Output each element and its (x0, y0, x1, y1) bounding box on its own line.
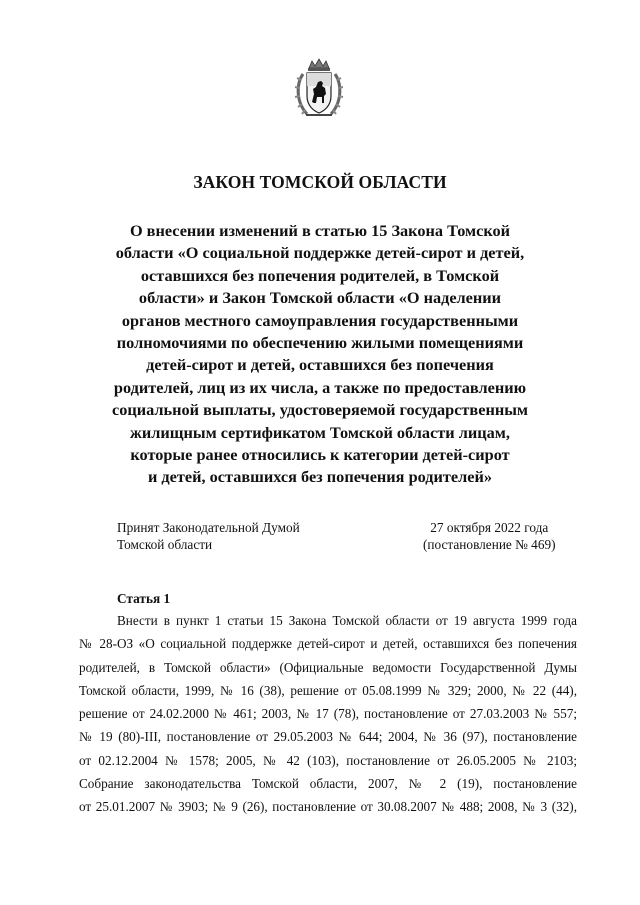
resolution-number: (постановление № 469) (423, 537, 556, 552)
adoption-date (423, 519, 556, 553)
subtitle-line: О внесении изменений в статью 15 Закона Томской (129, 221, 511, 240)
body-line: решение от 24.02.2000 № 461; 2003, № 17 (78), постановление от 27.03.2003 № 557; (79, 706, 577, 722)
article-heading: Статья 1 (117, 591, 171, 606)
subtitle-line: полномочиями по обеспечению жилыми помещениями (116, 333, 524, 353)
body-line: № 19 (80)-III, постановление от 29.05.2003 № 644; 2004, № 36 (97), постановление (79, 729, 577, 745)
subtitle-line: родителей, лиц из их числа, а также по предоставлению (113, 377, 527, 397)
adopted-by (117, 519, 300, 553)
subtitle-line: детей-сирот и детей, оставшихся без попечения (146, 355, 494, 375)
adoption-date-line: 27 октября 2022 года (430, 520, 549, 535)
subtitle-line: оставшихся без попечения родителей, в Томской (140, 265, 500, 285)
adopted-by-line: Принят Законодательной Думой (117, 520, 300, 535)
subtitle-line: жилищным сертификатом Томской области лицам, (130, 422, 510, 442)
subtitle-line: органов местного самоуправления государственными (121, 310, 519, 330)
body-line: № 28-ОЗ «О социальной поддержке детей-сирот и детей, оставшихся без попечения (79, 636, 577, 652)
law-subtitle (60, 220, 580, 489)
subtitle-line: области» и Закон Томской области «О наделении (138, 288, 502, 308)
subtitle-line: и детей, оставшихся без попечения родителей» (147, 467, 493, 487)
body-line: родителей, в Томской области» (Официальные ведомости Государственной Думы (79, 659, 577, 675)
article-body (79, 609, 577, 819)
body-line: от 25.01.2007 № 3903; № 9 (26), постановление от 30.08.2007 № 488; 2008, № 3 (32), (79, 799, 577, 815)
law-title: ЗАКОН ТОМСКОЙ ОБЛАСТИ (193, 172, 447, 192)
body-line: Собрание законодательства Томской области, 2007, № 2 (19), постановление (79, 776, 577, 792)
adopted-by-line: Томской области (117, 537, 213, 552)
tomsk-oblast-coat-of-arms-icon (293, 58, 345, 120)
body-line: Внести в пункт 1 статьи 15 Закона Томской области от 19 августа 1999 года (117, 613, 577, 628)
body-line: Томской области, 1999, № 16 (38), решение от 05.08.1999 № 329; 2000, № 22 (44), (79, 682, 577, 698)
body-line: от 02.12.2004 № 1578; 2005, № 42 (103), постановление от 26.05.2005 № 2103; (79, 752, 577, 768)
subtitle-line: которые ранее относились к категории детей-сирот (130, 445, 510, 465)
subtitle-line: области «О социальной поддержке детей-сирот и детей, (115, 243, 525, 263)
subtitle-line: социальной выплаты, удостоверяемой государственным (111, 400, 529, 420)
